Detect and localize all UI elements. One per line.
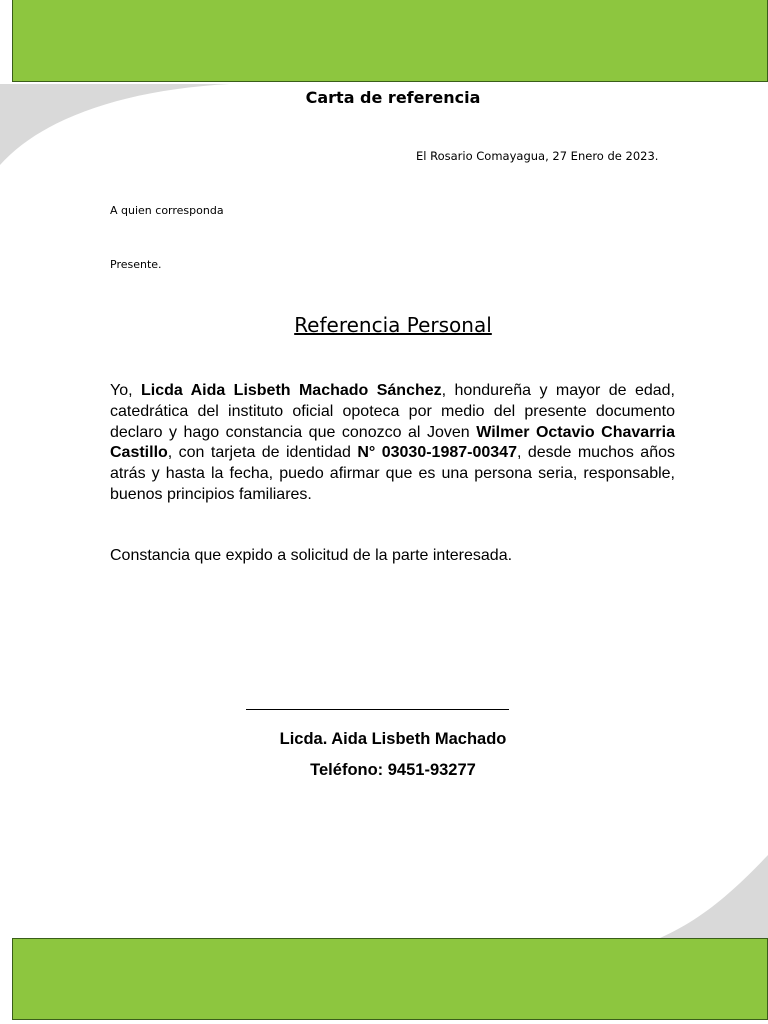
body-end: , desde muchos años atrás y hasta la fecha, puedo afirmar que es una persona seria, responsable, buenos principios familiares. <box>110 444 675 503</box>
presente-line: Presente. <box>110 258 162 271</box>
header-band <box>12 0 768 82</box>
footer-band <box>12 938 768 1020</box>
body-mid: , hondureña y mayor de edad, catedrática del instituto oficial opoteca por medio del presente documento declaro y hago constancia que conozco al Joven <box>110 382 675 441</box>
closing-line: Constancia que expido a solicitud de la parte interesada. <box>110 547 513 564</box>
signer-name: Licda. Aida Lisbeth Machado <box>279 730 507 748</box>
author-name: Licda Aida Lisbeth Machado Sánchez <box>140 382 442 399</box>
body-id-prefix: , con tarjeta de identidad <box>167 444 358 462</box>
signer-phone: Teléfono: 9451-93277 <box>310 761 476 779</box>
signature-line <box>246 709 509 710</box>
reference-heading-text: Referencia Personal <box>294 313 492 337</box>
subject-name: Wilmer Octavio Chavarria Castillo <box>110 423 676 462</box>
letter-title: Carta de referencia <box>305 88 481 107</box>
body-intro: Yo, <box>110 382 141 399</box>
reference-heading <box>0 313 768 337</box>
date-line: El Rosario Comayagua, 27 Enero de 2023. <box>416 149 659 163</box>
salutation: A quien corresponda <box>110 204 224 217</box>
body-paragraph <box>110 381 675 506</box>
swoosh-bottom-right <box>660 855 768 938</box>
id-number: N° 03030-1987-00347 <box>357 444 517 462</box>
